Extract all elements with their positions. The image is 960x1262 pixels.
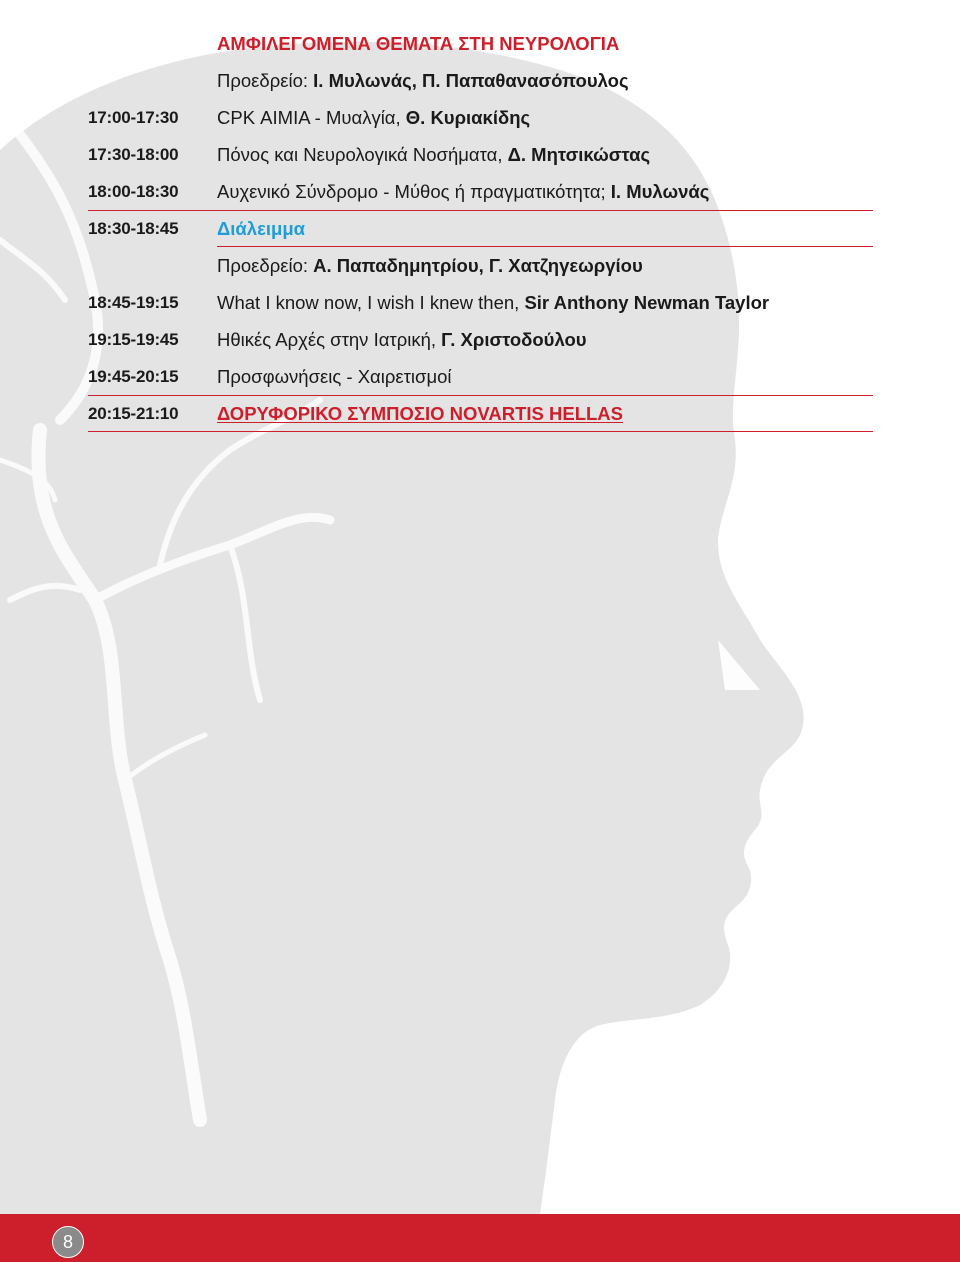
talk-title: Αυχενικό Σύνδρομο - Μύθος ή πραγματικότητα;	[217, 181, 611, 202]
talk-line	[217, 329, 587, 351]
schedule-row	[0, 137, 960, 173]
chair-row-1	[0, 63, 960, 99]
break-row	[0, 211, 960, 247]
chair-line-1	[217, 70, 629, 92]
talk-line	[217, 292, 769, 314]
schedule-row	[0, 174, 960, 210]
schedule-row	[0, 322, 960, 358]
schedule-row	[0, 285, 960, 321]
time-slot: 19:15-19:45	[88, 330, 179, 349]
speaker-name: Δ. Μητσικώστας	[507, 144, 651, 165]
chair-names-1: Ι. Μυλωνάς, Π. Παπαθανασόπουλος	[313, 70, 629, 91]
time-slot: 17:30-18:00	[88, 145, 179, 164]
talk-title: Πόνος και Νευρολογικά Νοσήματα,	[217, 144, 508, 165]
talk-title: CPK ΑΙΜΙΑ - Μυαλγία,	[217, 107, 406, 128]
chair-label-1: Προεδρείο:	[217, 70, 314, 91]
talk-title: What I know now, I wish I knew then,	[217, 292, 525, 313]
satellite-row	[0, 396, 960, 432]
page-number-badge: 8	[52, 1226, 84, 1258]
time-slot: 19:45-20:15	[88, 367, 179, 386]
speaker-name: Ι. Μυλωνάς	[610, 181, 710, 202]
schedule-row	[0, 359, 960, 395]
chair-line-2	[217, 255, 643, 277]
time-slot: 17:00-17:30	[88, 108, 179, 127]
speaker-name: Θ. Κυριακίδης	[405, 107, 531, 128]
talk-title: Ηθικές Αρχές στην Ιατρική,	[217, 329, 442, 350]
divider-line	[217, 246, 873, 247]
time-slot: 18:30-18:45	[88, 219, 179, 238]
footer-bar	[0, 1214, 960, 1262]
talk-title: Προσφωνήσεις - Χαιρετισμοί	[217, 366, 452, 387]
time-slot: 20:15-21:10	[88, 404, 179, 423]
satellite-symposium-title: ΔΟΡΥΦΟΡΙΚΟ ΣΥΜΠΟΣΙΟ NOVARTIS HELLAS	[217, 403, 623, 424]
chair-names-2: Α. Παπαδημητρίου, Γ. Χατζηγεωργίου	[313, 255, 643, 276]
break-label: Διάλειμμα	[217, 218, 306, 239]
talk-line	[217, 144, 650, 166]
chair-label-2: Προεδρείο:	[217, 255, 314, 276]
speaker-name: Γ. Χριστοδούλου	[441, 329, 587, 350]
talk-line	[217, 181, 709, 203]
session-title: ΑΜΦΙΛΕΓΟΜΕΝΑ ΘΕΜΑΤΑ ΣΤΗ ΝΕΥΡΟΛΟΓΙΑ	[217, 33, 620, 54]
time-slot: 18:00-18:30	[88, 182, 179, 201]
time-slot: 18:45-19:15	[88, 293, 179, 312]
speaker-name: Sir Anthony Newman Taylor	[524, 292, 770, 313]
chair-row-2	[0, 248, 960, 284]
divider-line	[88, 431, 873, 432]
talk-line	[217, 107, 530, 129]
schedule-row	[0, 100, 960, 136]
session-title-row	[0, 26, 960, 62]
